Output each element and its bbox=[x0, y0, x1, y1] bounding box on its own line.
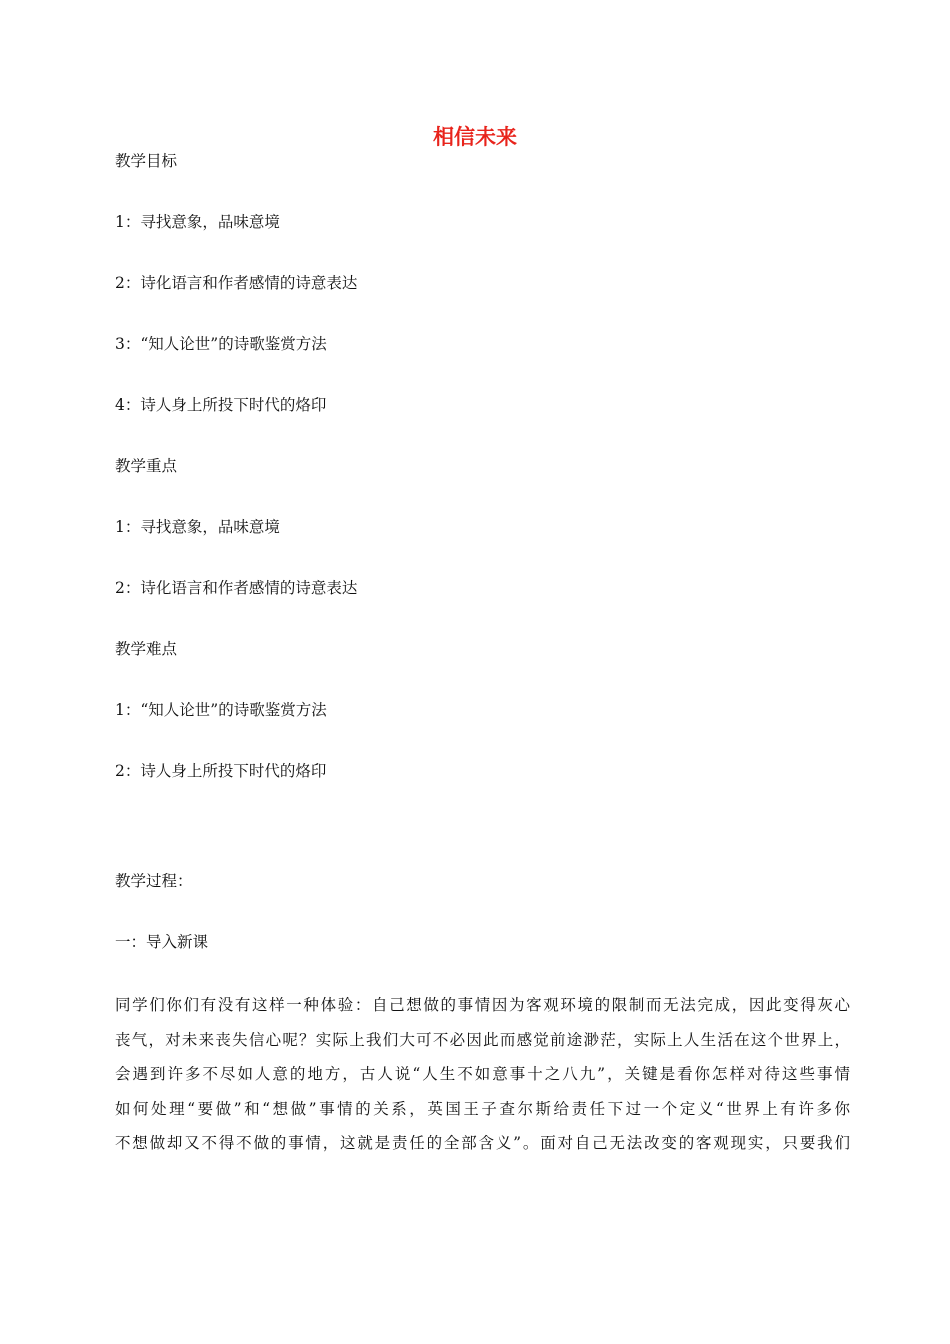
key-point-item-1: 1：寻找意象，品味意境 bbox=[115, 518, 280, 536]
key-points-heading: 教学重点 bbox=[115, 457, 178, 475]
process-heading: 教学过程： bbox=[115, 872, 193, 890]
paragraph-line: 如何处理“要做”和“想做”事情的关系，英国王子查尔斯给责任下过一个定义“世界上有许多你 bbox=[115, 1099, 850, 1118]
section-one-heading: 一：导入新课 bbox=[115, 933, 209, 951]
document-title: 相信未来 bbox=[433, 125, 517, 149]
paragraph-line: 同学们你们有没有这样一种体验：自己想做的事情因为客观环境的限制而无法完成，因此变得灰心 bbox=[115, 996, 850, 1014]
paragraph-line: 不想做却又不得不做的事情，这就是责任的全部含义”。面对自己无法改变的客观现实，只要我们 bbox=[115, 1134, 850, 1152]
difficulty-item-2: 2：诗人身上所投下时代的烙印 bbox=[115, 762, 327, 780]
difficulties-heading: 教学难点 bbox=[115, 640, 178, 658]
key-point-item-2: 2：诗化语言和作者感情的诗意表达 bbox=[115, 579, 358, 597]
difficulty-item-1: 1：“知人论世”的诗歌鉴赏方法 bbox=[115, 701, 327, 719]
objective-item-3: 3：“知人论世”的诗歌鉴赏方法 bbox=[115, 335, 327, 353]
objective-item-4: 4：诗人身上所投下时代的烙印 bbox=[115, 396, 327, 414]
objective-item-1: 1：寻找意象，品味意境 bbox=[115, 213, 280, 231]
intro-paragraph bbox=[115, 988, 850, 1161]
objectives-heading: 教学目标 bbox=[115, 152, 178, 170]
paragraph-line: 会遇到许多不尽如人意的地方，古人说“人生不如意事十之八九”，关键是看你怎样对待这些事情 bbox=[115, 1065, 850, 1083]
objective-item-2: 2：诗化语言和作者感情的诗意表达 bbox=[115, 274, 358, 292]
paragraph-line: 丧气，对未来丧失信心呢？实际上我们大可不必因此而感觉前途渺茫，实际上人生活在这个世界上， bbox=[115, 1030, 850, 1049]
